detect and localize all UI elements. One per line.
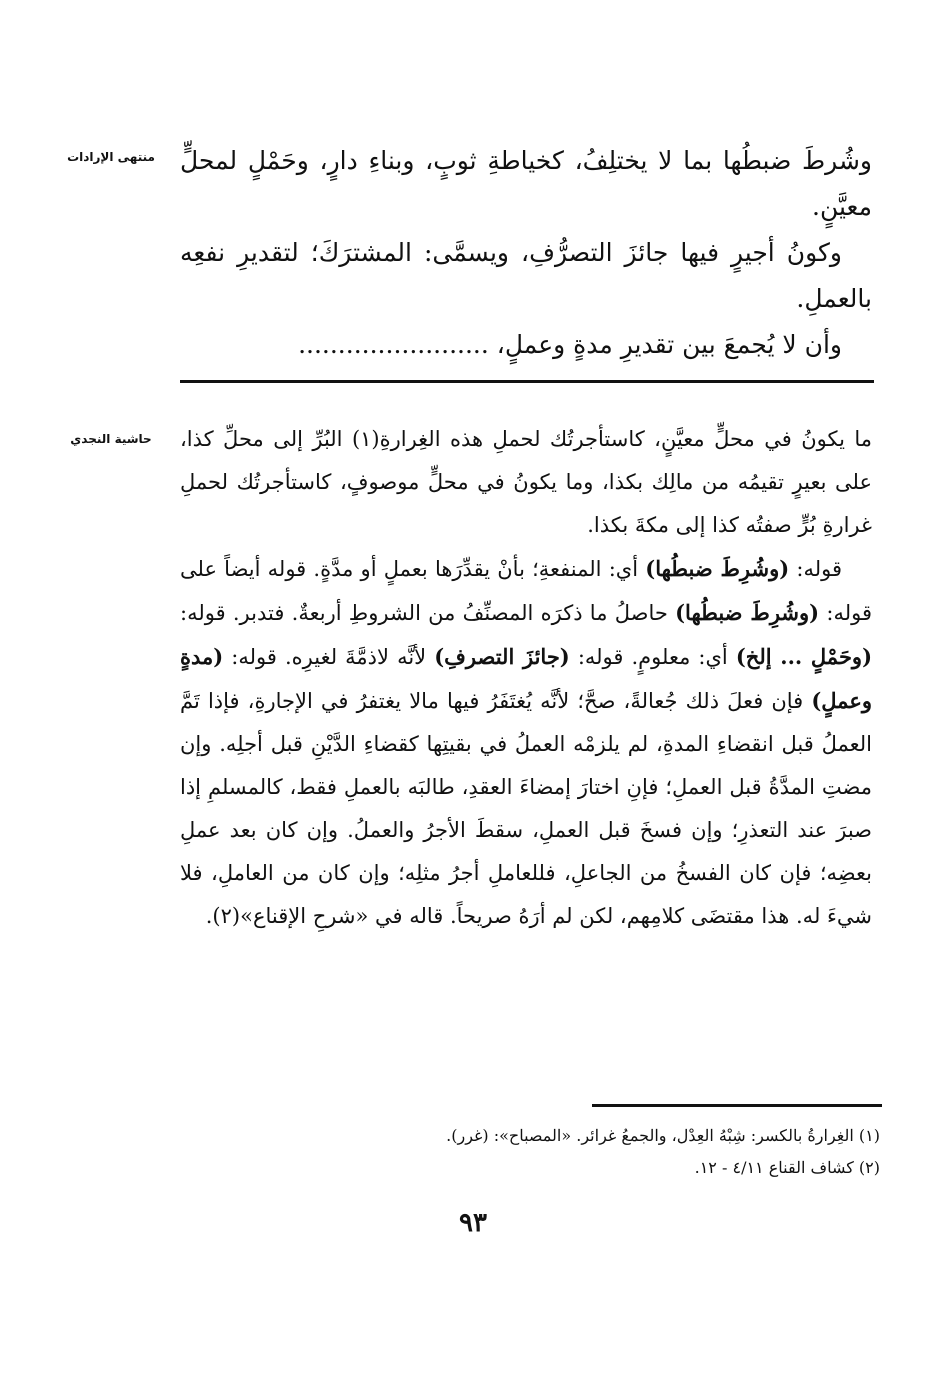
page-number: ٩٣ bbox=[459, 1208, 487, 1238]
hashia-text-run: فإن فعلَ ذلك جُعالةً، صحَّ؛ لأنَّه يُغتَفَرُ فيها مالا يغتفرُ في الإجارةِ، فإذا تَمَّ العملُ قبل انقضاءِ المدةِ، لم يلزمْه العملُ في بقيتِها كقضاءِ الدَّيْنِ قبل أجلِه. وإن مضتِ المدَّةُ قبل العملِ؛ فإنِ اختارَ إمضاءَ العقدِ، طالبَه بالعملِ فقط، كالمسلمِ إذا صبرَ عند التعذرِ؛ وإن فسخَ قبل العملِ، سقطَ الأجرُ والعملُ. وإن كان بعد عملِ بعضِه؛ فإن كان الفسخُ من الجاعلِ، فللعاملِ أجرُ مثلِه؛ وإن كان من العاملِ، فلا شيءَ له. هذا مقتضَى كلامِهم، لكن لم أرَهُ صريحاً. قاله في «شرحِ الإقناع»(٢). bbox=[180, 689, 872, 928]
matn-paragraph-1: وشُرطَ ضبطُها بما لا يختلِفُ، كخياطةِ ثوبٍ، وبناءِ دارٍ، وحَمْلٍ لمحلٍّ معيَّنٍ. bbox=[180, 146, 872, 221]
hashia-text-run: أي: معلومٍ. قوله: bbox=[569, 645, 736, 669]
side-label-matn: منتهى الإرادات bbox=[67, 150, 155, 164]
quoted-phrase: (وحَمْلٍ ... إلخ) bbox=[735, 644, 873, 669]
quoted-phrase: (مدةٍ وعملٍ) bbox=[180, 644, 872, 713]
hashia-text bbox=[180, 418, 872, 938]
hashia-text-run: لأنَّه لاذمَّةَ لغيرِه. قوله: bbox=[223, 645, 435, 669]
hashia-text-run: قوله: bbox=[789, 557, 843, 581]
matn-text bbox=[180, 138, 872, 368]
quoted-phrase: (جائزَ التصرفِ) bbox=[434, 644, 570, 669]
quoted-phrase: (وشُرِطَ ضبطُها) bbox=[675, 600, 820, 625]
footnote-1: (١) الغِرارةُ بالكسر: شِبْهُ العِدْل، والجمعُ غرائر. «المصباح»: (غرر). bbox=[446, 1126, 880, 1145]
matn-paragraph-3: وأن لا يُجمعَ بين تقديرِ مدةٍ وعملٍ، ........................ bbox=[298, 330, 842, 359]
footnote-rule bbox=[592, 1104, 882, 1107]
quoted-phrase: (وشُرِطَ ضبطُها) bbox=[645, 556, 790, 581]
hashia-paragraph-2 bbox=[180, 547, 872, 938]
footnotes bbox=[180, 1120, 880, 1184]
hashia-text-run: أي: المنفعةِ؛ بأنْ يقدِّرَها بعملٍ أو مدَّةٍ. قوله أيضاً على قوله: bbox=[180, 557, 872, 625]
hashia-paragraph-1: ما يكونُ في محلٍّ معيَّنٍ، كاستأجرتُك لحملِ هذه الغِرارةِ(١) البُرِّ إلى محلِّ كذا، على بعيرٍ تقيمُه من مالِك بكذا، وما يكونُ في محلٍّ موصوفٍ، كاستأجرتُك لحملِ غرارةِ بُرٍّ صفتُه كذا إلى مكةَ بكذا. bbox=[180, 427, 872, 537]
footnote-2: (٢) كشاف القناع ٤/١١ - ١٢. bbox=[694, 1158, 880, 1177]
side-label-hashia: حاشية النجدي bbox=[70, 432, 152, 446]
matn-paragraph-2: وكونُ أجيرٍ فيها جائزَ التصرُّفِ، ويسمَّى: المشترَكَ؛ لتقديرِ نفعِه بالعملِ. bbox=[180, 238, 872, 313]
section-divider bbox=[180, 380, 874, 383]
hashia-text-run: حاصلُ ما ذكرَه المصنِّفُ من الشروطِ أربعةٌ. فتدبر. قوله: bbox=[180, 601, 676, 625]
